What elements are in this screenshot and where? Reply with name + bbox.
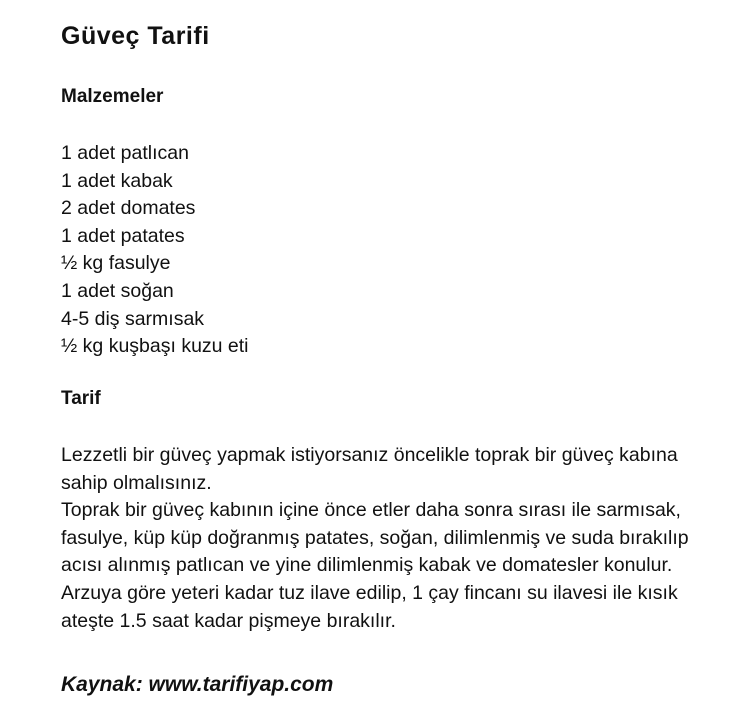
ingredient-item: 1 adet soğan — [61, 279, 174, 302]
page-title: Güveç Tarifi — [61, 22, 210, 50]
ingredient-item: ½ kg kuşbaşı kuzu eti — [61, 335, 249, 358]
source-credit: Kaynak: www.tarifiyap.com — [61, 673, 334, 696]
recipe-heading: Tarif — [61, 388, 101, 409]
ingredient-item: 1 adet kabak — [61, 169, 173, 192]
ingredient-item: 2 adet domates — [61, 197, 196, 220]
ingredients-heading: Malzemeler — [61, 86, 164, 107]
recipe-body — [61, 442, 701, 635]
recipe-paragraph: Lezzetli bir güveç yapmak istiyorsanız öncelikle toprak bir güveç kabına sahip olmalısınız. — [61, 444, 678, 494]
recipe-paragraph: Toprak bir güveç kabının içine önce etler daha sonra sırası ile sarmısak, fasulye, küp küp doğranmış patates, soğan, dilimlenmiş ve suda bırakılıp acısı alınmış patlıcan ve yine dilimlenmiş kabak ve domatesler konulur. Arzuya göre yeteri kadar tuz ilave edilip, 1 çay fincanı su ilavesi ile kısık ateşte 1.5 saat kadar pişmeye bırakılır. — [61, 499, 689, 632]
ingredient-item: ½ kg fasulye — [61, 252, 171, 275]
ingredient-item: 4-5 diş sarmısak — [61, 307, 205, 330]
ingredients-list — [61, 140, 249, 361]
ingredient-item: 1 adet patlıcan — [61, 142, 189, 164]
ingredient-item: 1 adet patates — [61, 224, 185, 247]
